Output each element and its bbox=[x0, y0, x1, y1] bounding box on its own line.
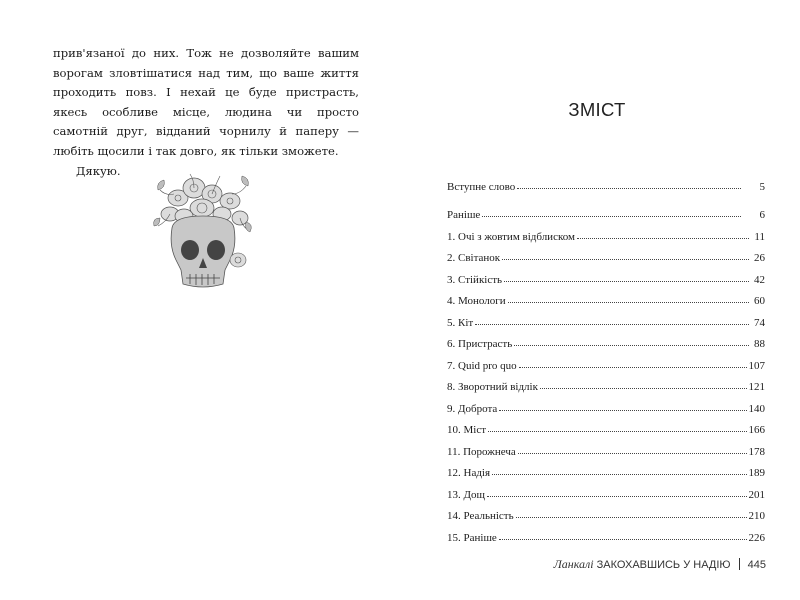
page-number: 445 bbox=[747, 559, 766, 571]
toc-entry-page: 42 bbox=[754, 274, 765, 286]
toc-entry-title: Раніше bbox=[447, 209, 481, 221]
dot-leader bbox=[577, 229, 749, 239]
toc-entry-title: 6. Пристрасть bbox=[447, 338, 513, 350]
toc-entry[interactable] bbox=[447, 402, 765, 416]
toc-entry[interactable] bbox=[447, 180, 765, 194]
dot-leader bbox=[488, 422, 746, 432]
toc-entry-page: 201 bbox=[748, 489, 765, 501]
toc-entry-title: 11. Порожнеча bbox=[447, 446, 516, 458]
toc-entry[interactable] bbox=[447, 230, 765, 244]
toc-entry-title: 1. Очі з жовтим відблиском bbox=[447, 231, 575, 243]
dot-leader bbox=[519, 358, 747, 368]
footer-book-title: ЗАКОХАВШИСЬ У НАДІЮ bbox=[596, 559, 731, 571]
toc-entry-title: Вступне слово bbox=[447, 181, 516, 193]
toc-entry-title: 5. Кіт bbox=[447, 317, 474, 329]
toc-entry-page: 60 bbox=[754, 295, 765, 307]
dot-leader bbox=[518, 444, 747, 454]
footer-author: Ланкалі bbox=[553, 557, 594, 571]
dot-leader bbox=[475, 315, 749, 325]
toc-entry-page: 189 bbox=[748, 467, 765, 479]
toc-entry[interactable] bbox=[447, 509, 765, 523]
dot-leader bbox=[514, 336, 749, 346]
toc-entry-page: 74 bbox=[754, 317, 765, 329]
toc-entry-page: 11 bbox=[754, 231, 765, 243]
toc-entry[interactable] bbox=[447, 445, 765, 459]
toc-entry[interactable] bbox=[447, 273, 765, 287]
dot-leader bbox=[502, 250, 749, 260]
dot-leader bbox=[487, 487, 747, 497]
toc-entry-title: 4. Монологи bbox=[447, 295, 506, 307]
dot-leader bbox=[499, 530, 747, 540]
dot-leader bbox=[499, 401, 746, 411]
toc-entry[interactable] bbox=[447, 531, 765, 545]
toc-entry[interactable] bbox=[447, 208, 765, 222]
toc-entry-title: 13. Дощ bbox=[447, 489, 485, 501]
toc-entry-page: 6 bbox=[759, 209, 765, 221]
toc-entry[interactable] bbox=[447, 380, 765, 394]
paragraph-thanks: Дякую. bbox=[76, 163, 121, 178]
toc-entry[interactable] bbox=[447, 466, 765, 480]
toc-entry-title: 15. Раніше bbox=[447, 532, 497, 544]
toc-entry-page: 166 bbox=[748, 424, 765, 436]
toc-entry-title: 8. Зворотний відлік bbox=[447, 381, 538, 393]
dot-leader bbox=[517, 179, 741, 189]
toc-entry[interactable] bbox=[447, 488, 765, 502]
dot-leader bbox=[492, 465, 746, 475]
running-footer bbox=[554, 557, 766, 572]
paragraph: прив'язаної до них. Тож не дозволяйте вашим ворогам зловтішатися над тим, що ваше життя проходить повз. І нехай це буде пристрасть, якесь особливе місце, людина чи просто самотній друг, відданий чорнилу й паперу — любіть щосили і так довго, як тільки зможете. bbox=[53, 46, 359, 158]
toc-entry-page: 140 bbox=[748, 403, 765, 415]
floral-skull-icon bbox=[150, 168, 256, 304]
toc-entry-page: 26 bbox=[754, 252, 765, 264]
dot-leader bbox=[508, 293, 749, 303]
toc-entry[interactable] bbox=[447, 316, 765, 330]
toc-entry-title: 14. Реальність bbox=[447, 510, 514, 522]
toc-entry-title: 2. Світанок bbox=[447, 252, 501, 264]
dot-leader bbox=[540, 379, 747, 389]
body-text bbox=[53, 44, 359, 181]
dot-leader bbox=[516, 508, 747, 518]
toc-entry-title: 9. Доброта bbox=[447, 403, 498, 415]
toc-title: ЗМІСТ bbox=[568, 99, 626, 120]
toc-entry-title: 7. Quid pro quo bbox=[447, 360, 517, 372]
toc-entry[interactable] bbox=[447, 423, 765, 437]
dot-leader bbox=[482, 207, 741, 217]
toc-entry-title: 3. Стійкість bbox=[447, 274, 503, 286]
dot-leader bbox=[504, 272, 749, 282]
toc-entry[interactable] bbox=[447, 294, 765, 308]
toc-entry-title: 10. Міст bbox=[447, 424, 487, 436]
toc-entry-title: 12. Надія bbox=[447, 467, 491, 479]
footer-separator bbox=[739, 558, 740, 570]
toc-entry-page: 226 bbox=[748, 532, 765, 544]
toc-entry-page: 107 bbox=[748, 360, 765, 372]
toc-entry-page: 121 bbox=[748, 381, 765, 393]
toc-entry[interactable] bbox=[447, 359, 765, 373]
right-page bbox=[400, 0, 800, 600]
toc-entry[interactable] bbox=[447, 251, 765, 265]
toc-entry-page: 88 bbox=[754, 338, 765, 350]
toc-entry-page: 178 bbox=[748, 446, 765, 458]
toc-entry-page: 5 bbox=[759, 181, 765, 193]
toc-entry[interactable] bbox=[447, 337, 765, 351]
toc-entry-page: 210 bbox=[748, 510, 765, 522]
